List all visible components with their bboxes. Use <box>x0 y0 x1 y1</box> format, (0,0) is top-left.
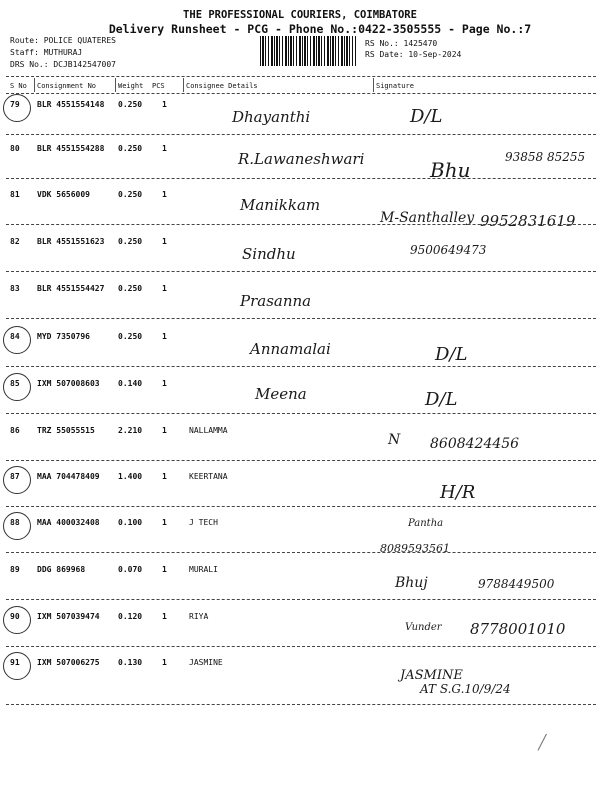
rs-number: RS No.: 1425470 <box>365 39 438 48</box>
serial-number: 89 <box>10 565 20 574</box>
consignment-number: IXM 507006275 <box>37 658 100 667</box>
runsheet-subtitle: Delivery Runsheet - PCG - Phone No.:0422-3505555 - Page No.:7 <box>108 22 532 36</box>
serial-number: 82 <box>10 237 20 246</box>
consignment-number: BLR 4551554427 <box>37 284 105 293</box>
serial-check-mark <box>3 512 31 540</box>
handwritten-consignee: Meena <box>255 385 307 403</box>
consignment-number: VDK 5656009 <box>37 190 90 199</box>
row-separator <box>6 224 596 225</box>
serial-number: 80 <box>10 144 20 153</box>
consignment-number: MAA 704478409 <box>37 472 100 481</box>
pieces-count: 1 <box>162 144 167 153</box>
handwritten-signature: Bhuj <box>395 575 428 591</box>
handwritten-signature: M-Santhalley <box>380 210 475 226</box>
header-bottom-rule <box>6 93 596 94</box>
handwritten-phone: 9500649473 <box>410 243 487 257</box>
weight-value: 0.250 <box>118 332 143 341</box>
weight-value: 0.070 <box>118 565 143 574</box>
consignment-number: MAA 400032408 <box>37 518 100 527</box>
consignee-name: J TECH <box>189 518 218 527</box>
consignee-name: RIYA <box>189 612 209 621</box>
serial-number: 86 <box>10 426 20 435</box>
column-divider <box>373 78 374 92</box>
handwritten-signature: D/L <box>435 344 468 365</box>
handwritten-phone: AT S.G.10/9/24 <box>420 682 511 696</box>
consignment-number: BLR 4551551623 <box>37 237 105 246</box>
col-header-signature: Signature <box>376 82 414 90</box>
consignment-number: IXM 507039474 <box>37 612 100 621</box>
weight-value: 2.210 <box>118 426 143 435</box>
handwritten-phone: 8089593561 <box>380 542 450 555</box>
consignment-number: MYD 7350796 <box>37 332 90 341</box>
weight-value: 0.250 <box>118 190 143 199</box>
col-header-sno: S No <box>10 82 27 90</box>
consignee-name: KEERTANA <box>189 472 228 481</box>
row-separator <box>6 366 596 367</box>
weight-value: 1.400 <box>118 472 143 481</box>
handwritten-phone: 93858 85255 <box>505 150 586 164</box>
serial-number: 88 <box>10 518 20 527</box>
weight-value: 0.250 <box>118 284 143 293</box>
pieces-count: 1 <box>162 426 167 435</box>
pieces-count: 1 <box>162 565 167 574</box>
row-separator <box>6 413 596 414</box>
pieces-count: 1 <box>162 237 167 246</box>
serial-number: 91 <box>10 658 20 667</box>
serial-number: 85 <box>10 379 20 388</box>
weight-value: 0.250 <box>118 144 143 153</box>
rs-date: RS Date: 10-Sep-2024 <box>365 50 462 59</box>
serial-number: 81 <box>10 190 20 199</box>
serial-check-mark <box>3 373 31 401</box>
handwritten-consignee: R.Lawaneshwari <box>238 150 365 168</box>
drs-number: DRS No.: DCJB142547007 <box>10 60 116 69</box>
consignment-number: TRZ 55055515 <box>37 426 95 435</box>
pieces-count: 1 <box>162 472 167 481</box>
weight-value: 0.250 <box>118 100 143 109</box>
serial-check-mark <box>3 466 31 494</box>
handwritten-signature: JASMINE <box>400 668 463 683</box>
row-separator <box>6 134 596 135</box>
staff-label: Staff: MUTHURAJ <box>10 48 83 57</box>
handwritten-consignee: Annamalai <box>250 340 331 358</box>
serial-check-mark <box>3 606 31 634</box>
handwritten-consignee: Manikkam <box>240 196 321 214</box>
row-separator <box>6 318 596 319</box>
handwritten-phone: 8778001010 <box>470 620 566 638</box>
column-divider <box>115 78 116 92</box>
route-label: Route: POLICE QUATERES <box>10 36 116 45</box>
handwritten-phone: 9952831619 <box>480 212 576 230</box>
row-separator <box>6 460 596 461</box>
header-top-rule <box>6 76 596 77</box>
serial-number: 84 <box>10 332 20 341</box>
row-separator <box>6 599 596 600</box>
serial-number: 90 <box>10 612 20 621</box>
pen-mark: ╱ <box>538 735 547 751</box>
column-divider <box>183 78 184 92</box>
consignment-number: BLR 4551554288 <box>37 144 105 153</box>
consignee-name: MURALI <box>189 565 218 574</box>
col-header-weight: Weight <box>118 82 144 90</box>
row-separator <box>6 506 596 507</box>
company-title: THE PROFESSIONAL COURIERS, COIMBATORE <box>183 9 417 21</box>
serial-check-mark <box>3 94 31 122</box>
handwritten-consignee: Dhayanthi <box>232 108 311 126</box>
handwritten-signature: D/L <box>425 389 458 410</box>
weight-value: 0.130 <box>118 658 143 667</box>
pieces-count: 1 <box>162 284 167 293</box>
consignee-name: JASMINE <box>189 658 223 667</box>
row-separator <box>6 271 596 272</box>
col-header-consignment: Consignment No <box>37 82 97 90</box>
serial-number: 83 <box>10 284 20 293</box>
handwritten-signature: Bhu <box>430 158 471 182</box>
handwritten-signature: Vunder <box>405 622 442 633</box>
row-separator <box>6 646 596 647</box>
pieces-count: 1 <box>162 190 167 199</box>
serial-number: 79 <box>10 100 20 109</box>
consignment-number: BLR 4551554148 <box>37 100 105 109</box>
row-separator <box>6 552 596 553</box>
handwritten-signature: Pantha <box>408 518 444 529</box>
col-header-consignee: Consignee Details <box>186 82 258 90</box>
weight-value: 0.250 <box>118 237 143 246</box>
pieces-count: 1 <box>162 332 167 341</box>
handwritten-phone: 8608424456 <box>430 436 520 452</box>
serial-number: 87 <box>10 472 20 481</box>
barcode-image <box>260 36 356 66</box>
pieces-count: 1 <box>162 379 167 388</box>
pieces-count: 1 <box>162 518 167 527</box>
handwritten-signature: D/L <box>410 106 443 127</box>
pieces-count: 1 <box>162 100 167 109</box>
pieces-count: 1 <box>162 612 167 621</box>
column-divider <box>34 78 35 92</box>
handwritten-signature: N <box>388 432 401 448</box>
serial-check-mark <box>3 326 31 354</box>
row-separator <box>6 704 596 705</box>
weight-value: 0.120 <box>118 612 143 621</box>
serial-check-mark <box>3 652 31 680</box>
handwritten-signature: H/R <box>440 482 476 503</box>
handwritten-consignee: Sindhu <box>242 245 296 263</box>
col-header-pcs: PCS <box>152 82 165 90</box>
handwritten-consignee: Prasanna <box>240 292 312 310</box>
consignment-number: IXM 507008603 <box>37 379 100 388</box>
pieces-count: 1 <box>162 658 167 667</box>
handwritten-phone: 9788449500 <box>478 577 555 591</box>
weight-value: 0.100 <box>118 518 143 527</box>
consignment-number: DDG 869968 <box>37 565 86 574</box>
weight-value: 0.140 <box>118 379 143 388</box>
row-separator <box>6 178 596 179</box>
consignee-name: NALLAMMA <box>189 426 228 435</box>
